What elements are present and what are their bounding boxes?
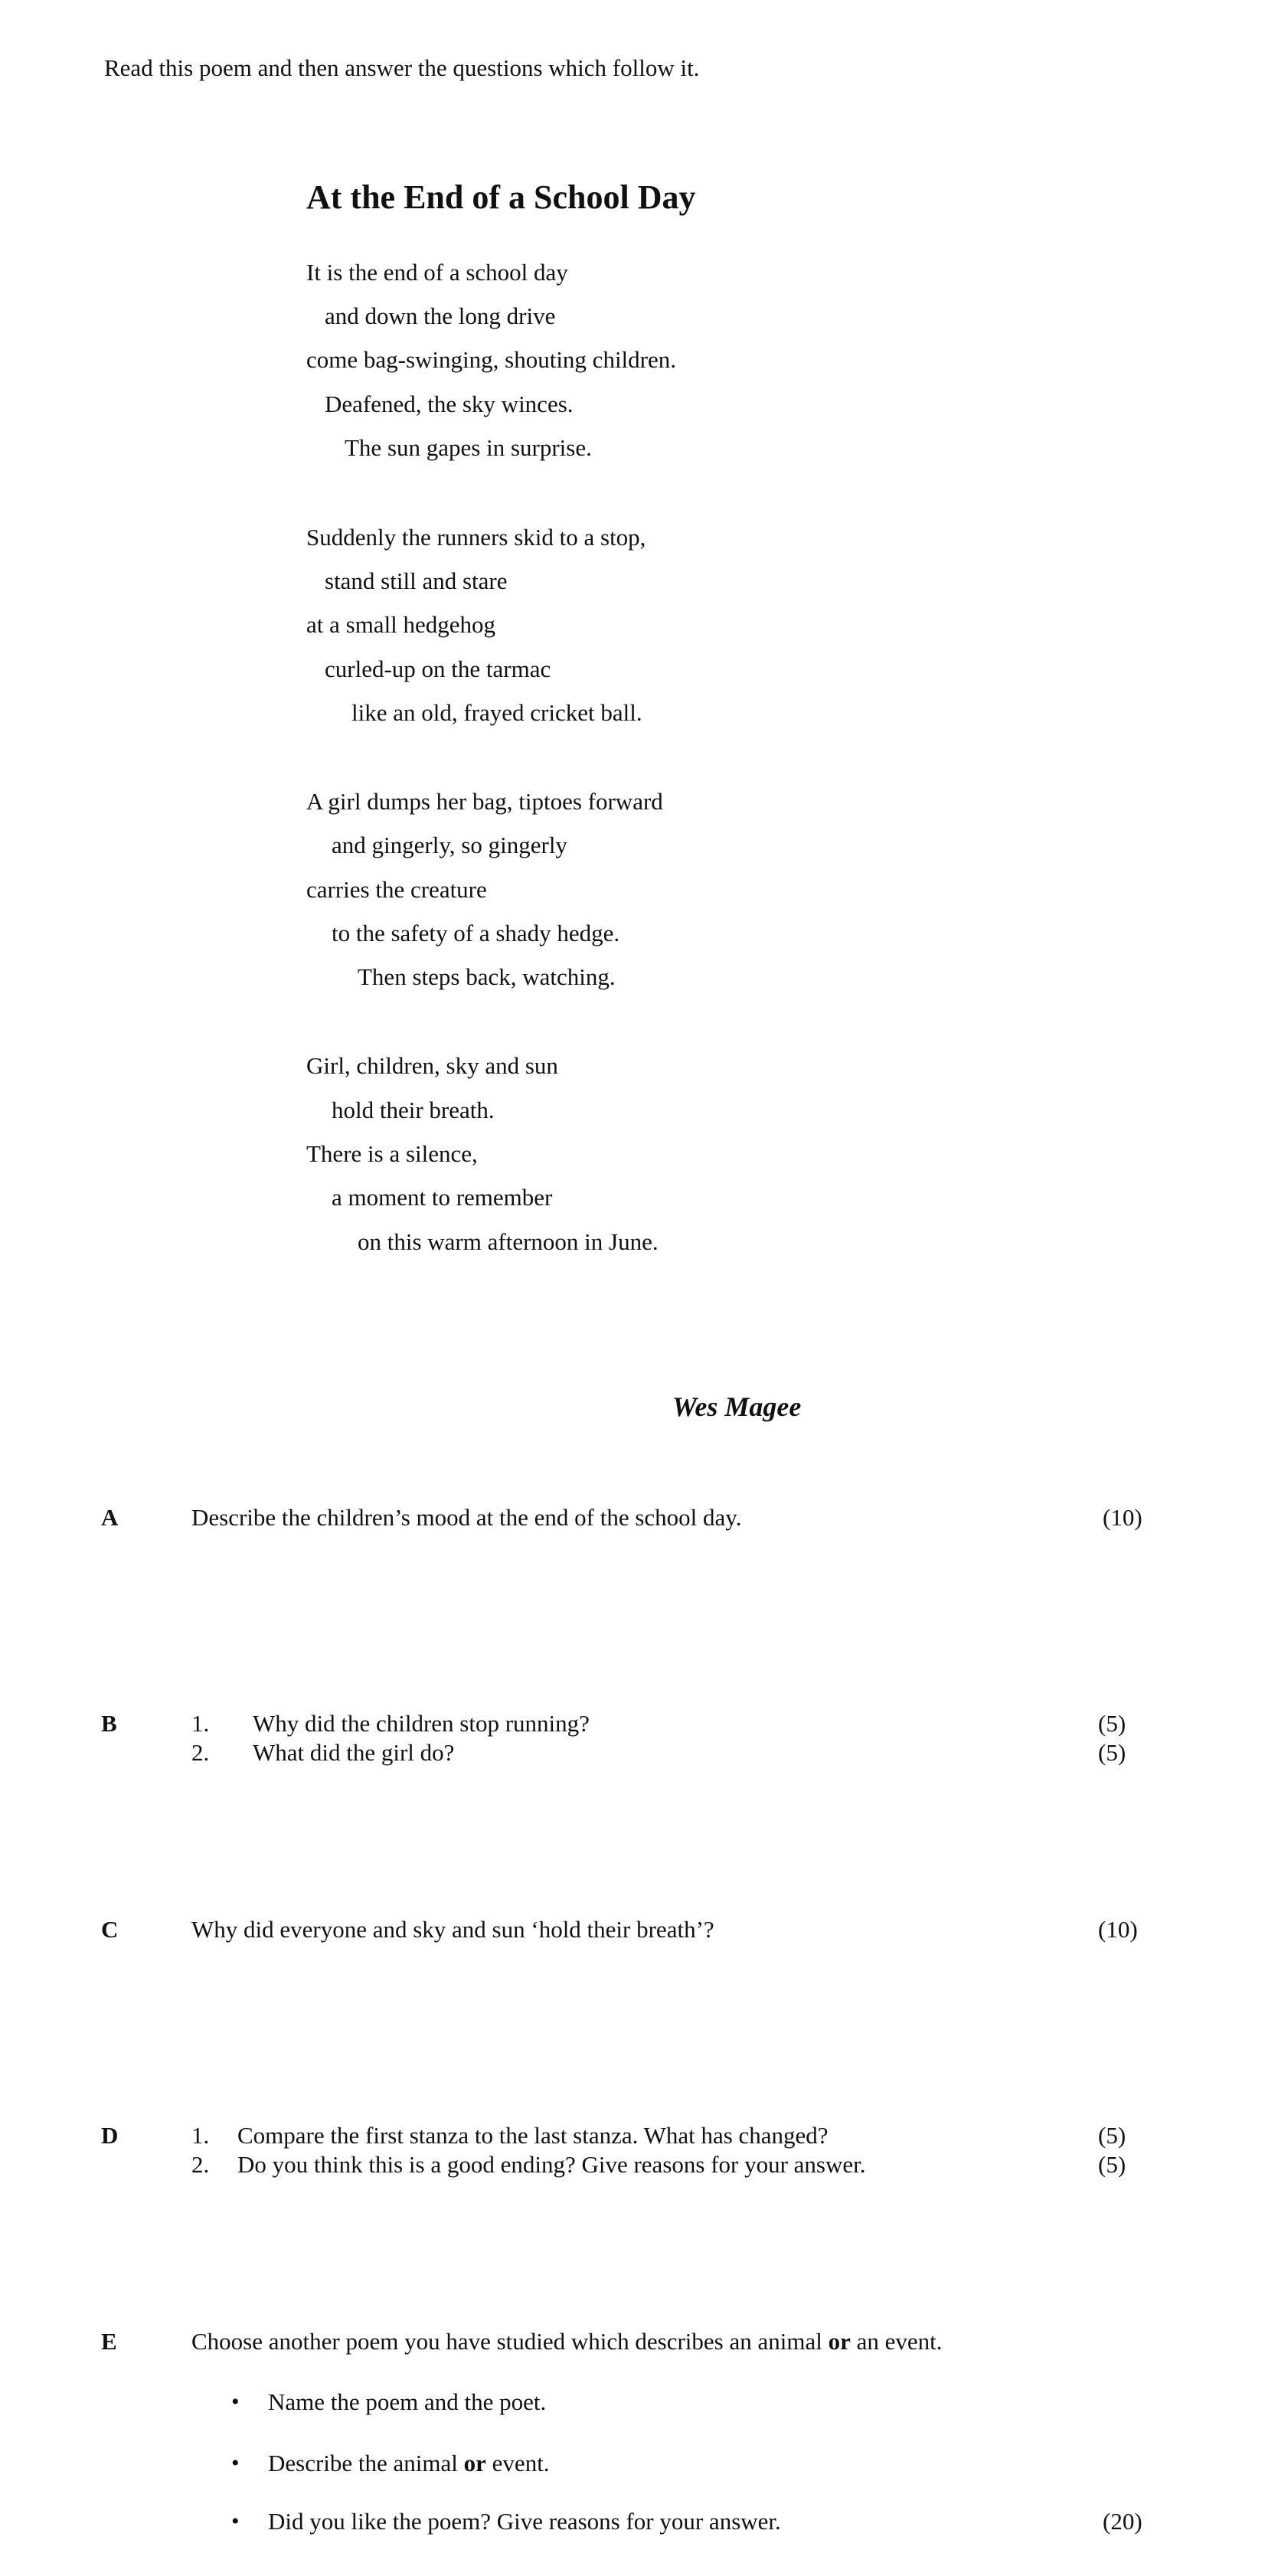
poem-title: At the End of a School Day — [306, 178, 696, 216]
poem-line: stand still and stare — [325, 567, 508, 594]
question-letter-b: B — [101, 1710, 117, 1737]
poem-line: A girl dumps her bag, tiptoes forward — [306, 788, 663, 815]
question-letter-e: E — [101, 2328, 117, 2355]
question-b1-marks: (5) — [1098, 1710, 1126, 1737]
question-d1-text: Compare the first stanza to the last stanza. What has changed? — [237, 2122, 829, 2149]
question-d2-marks: (5) — [1098, 2151, 1126, 2178]
poem-line: It is the end of a school day — [306, 259, 568, 286]
question-e-marks: (20) — [1103, 2508, 1142, 2535]
poem-line: There is a silence, — [306, 1140, 478, 1167]
question-d1-marks: (5) — [1098, 2122, 1126, 2149]
question-b2-marks: (5) — [1098, 1739, 1126, 1766]
question-c-text: Why did everyone and sky and sun ‘hold their breath’? — [191, 1916, 714, 1943]
poem-line: hold their breath. — [332, 1097, 495, 1123]
poem-line: Deafened, the sky winces. — [325, 391, 574, 417]
question-e-bullet-3: • Did you like the poem? Give reasons for your answer. — [268, 2507, 781, 2536]
instruction-text: Read this poem and then answer the questions which follow it. — [104, 54, 700, 81]
question-b1-text: Why did the children stop running? — [253, 1710, 590, 1737]
poem-line: The sun gapes in surprise. — [345, 434, 592, 461]
question-a-marks: (10) — [1103, 1504, 1142, 1531]
question-letter-d: D — [101, 2122, 119, 2149]
question-letter-c: C — [101, 1916, 119, 1943]
poem-line: a moment to remember — [332, 1184, 553, 1211]
poem-line: and down the long drive — [325, 302, 556, 329]
poem-line: Girl, children, sky and sun — [306, 1052, 558, 1079]
poem-line: like an old, frayed cricket ball. — [351, 699, 642, 726]
question-d2-text: Do you think this is a good ending? Give reasons for your answer. — [237, 2151, 866, 2178]
poem-line: to the safety of a shady hedge. — [332, 920, 620, 946]
question-e-intro: Choose another poem you have studied which describes an animal or an event. — [191, 2328, 943, 2355]
question-c-marks: (10) — [1098, 1916, 1138, 1943]
poem-line: carries the creature — [306, 876, 487, 903]
question-letter-a: A — [101, 1504, 119, 1531]
question-e-bullet-2: • Describe the animal or event. — [268, 2449, 550, 2478]
poem-line: Suddenly the runners skid to a stop, — [306, 524, 646, 551]
poem-line: on this warm afternoon in June. — [358, 1228, 659, 1255]
poem-line: come bag-swinging, shouting children. — [306, 346, 676, 373]
poem-line: curled-up on the tarmac — [325, 655, 551, 682]
poem-line: at a small hedgehog — [306, 611, 496, 638]
question-b2-number: 2. — [191, 1739, 210, 1766]
poem-line: Then steps back, watching. — [358, 963, 616, 990]
question-a-text: Describe the children’s mood at the end of the school day. — [191, 1504, 742, 1531]
question-d1-number: 1. — [191, 2122, 210, 2149]
question-b2-text: What did the girl do? — [253, 1739, 455, 1766]
poem-author: Wes Magee — [672, 1391, 802, 1422]
question-b1-number: 1. — [191, 1710, 210, 1737]
poem-line: and gingerly, so gingerly — [332, 832, 567, 858]
question-e-bullet-1: • Name the poem and the poet. — [268, 2388, 546, 2417]
question-d2-number: 2. — [191, 2151, 210, 2178]
